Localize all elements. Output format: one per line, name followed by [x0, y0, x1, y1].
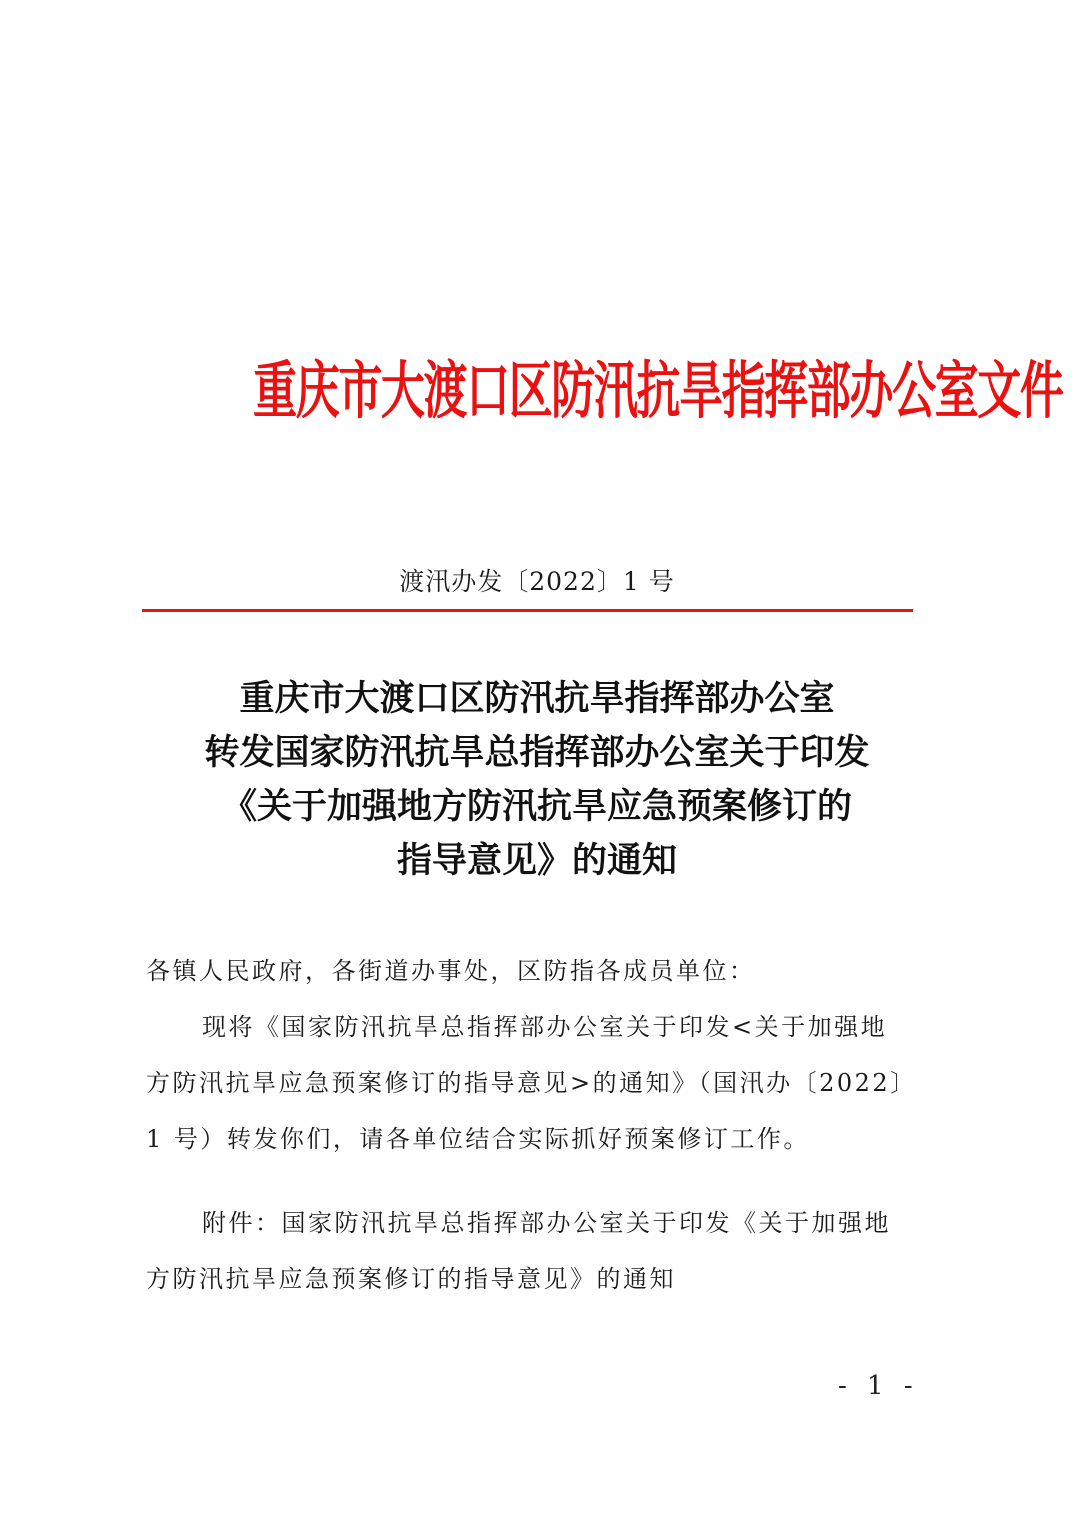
- title-line: 转发国家防汛抗旱总指挥部办公室关于印发: [204, 732, 870, 773]
- page-number: - 1 -: [838, 1371, 919, 1401]
- paragraph-line: 方防汛抗旱应急预案修订的指导意见>的通知》（国汛办〔2022〕: [146, 1069, 917, 1097]
- issuer-banner: 重庆市大渡口区防汛抗旱指挥部办公室文件: [253, 354, 1063, 427]
- salutation: [146, 943, 946, 999]
- paragraph-line: 1 号）转发你们，请各单位结合实际抓好预案修订工作。: [146, 1125, 810, 1153]
- paragraph-line: 现将《国家防汛抗旱总指挥部办公室关于印发<关于加强地: [202, 1013, 888, 1041]
- title-line: 指导意见》的通知: [396, 840, 677, 881]
- salutation-line: 各镇人民政府，各街道办事处，区防指各成员单位：: [146, 957, 756, 985]
- title-line: 《关于加强地方防汛抗旱应急预案修订的: [221, 786, 852, 827]
- attachment-line: 方防汛抗旱应急预案修订的指导意见》的通知: [146, 1265, 676, 1293]
- red-divider-line: [142, 609, 913, 612]
- attachment-note: [146, 1195, 946, 1307]
- document-title: [120, 672, 954, 888]
- attachment-line: 附件：国家防汛抗旱总指挥部办公室关于印发《关于加强地: [202, 1209, 891, 1237]
- document-number: 渡汛办发〔2022〕1 号: [399, 567, 675, 596]
- title-line: 重庆市大渡口区防汛抗旱指挥部办公室: [239, 678, 835, 719]
- main-paragraph: [146, 999, 946, 1167]
